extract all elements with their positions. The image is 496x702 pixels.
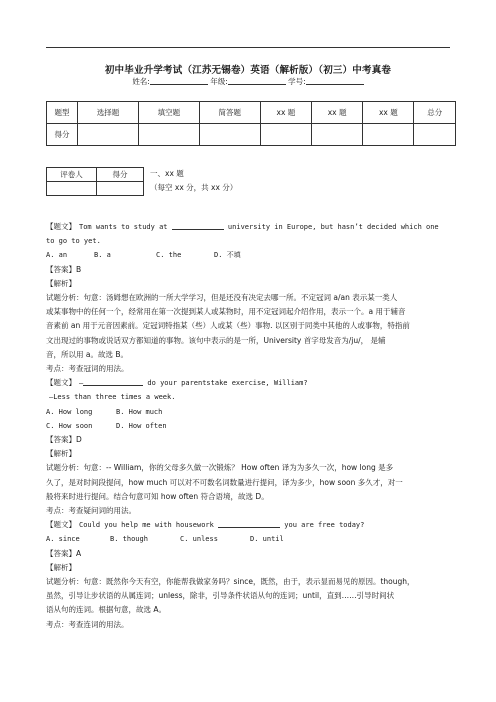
analysis-line: 般将来时进行提问。结合句意可知 how often 符合语境，故选 D。 xyxy=(46,491,269,501)
page-title: 初中毕业升学考试（江苏无锡卷）英语（解析版）（初三）中考真卷 xyxy=(104,65,392,76)
number-blank[interactable] xyxy=(306,76,364,85)
score-cell[interactable] xyxy=(363,124,414,146)
student-info-line xyxy=(0,76,496,87)
grade-blank[interactable] xyxy=(228,76,286,85)
number-label: 学号: xyxy=(288,77,306,86)
score-header-cell: xx 题 xyxy=(363,102,414,124)
option-c[interactable]: C. How soon xyxy=(46,421,93,430)
analysis-line: 音，所以用 a。故选 B。 xyxy=(46,349,129,359)
stem-text: —Less than three times a week. xyxy=(49,393,176,402)
score-header-cell: 题型 xyxy=(47,102,78,124)
analysis-line: 虽然，引导让步状语的从属连词；unless，除非，引导条件状语从句的连词；until，直到……引导时间状 xyxy=(46,591,395,601)
option-b[interactable]: B. a xyxy=(94,251,111,260)
analysis-line: 或某事物中的任何一个，经常用在第一次提到某人或某物时，用不定冠词起介绍作用，表示一个。a 用于辅音 xyxy=(46,307,406,317)
answer-blank[interactable] xyxy=(83,377,143,386)
option-list xyxy=(46,405,454,419)
stem-label: 【题文】 xyxy=(46,520,76,530)
point-text: 考点：考查冠词的用法。 xyxy=(46,364,129,374)
analysis-line: 试题分析：句意：-- William，你的父母多久做一次锻炼？ How often 译为为多久一次，how long 是多 xyxy=(46,463,394,473)
section-title: 一、xx 题 xyxy=(150,169,184,178)
score-header-cell: 填空题 xyxy=(138,102,199,124)
stem-text: Tom wants to study at xyxy=(79,223,172,231)
grader-score-label: 得分 xyxy=(97,168,144,182)
score-header-cell: 简答题 xyxy=(199,102,260,124)
grader-cell[interactable] xyxy=(47,182,97,196)
option-list xyxy=(46,532,454,546)
grader-table xyxy=(46,167,144,196)
option-c[interactable]: C. the xyxy=(156,251,182,260)
option-c[interactable]: C. unless xyxy=(180,535,218,544)
analysis-line: 试题分析：句意：既然你今天有空，你能帮我做家务吗？since，既然，由于，表示显而易见的原因。though， xyxy=(46,577,415,587)
score-cell[interactable] xyxy=(138,124,199,146)
question-stem xyxy=(46,376,454,390)
option-b[interactable]: B. How much xyxy=(116,407,163,416)
analysis-line: 久了，是对时间段提问，how much 可以对不可数名词数量进行提问，译为多少，how soon 多久才，对一 xyxy=(46,477,403,487)
answer-text: 【答案】A xyxy=(46,548,82,558)
analysis-line: 试题分析：句意：汤姆想在欧洲的一所大学学习，但是还没有决定去哪一所。不定冠词 a/an 表示某一类人 xyxy=(46,293,398,303)
question-stem xyxy=(46,220,454,234)
option-d[interactable]: D. 不填 xyxy=(214,251,241,260)
answer-blank[interactable] xyxy=(218,519,280,528)
option-list xyxy=(46,419,454,433)
name-blank[interactable] xyxy=(150,76,208,85)
stem-text: university in Europe, but hasn’t decided which one xyxy=(223,223,439,231)
answer-text: 【答案】B xyxy=(46,264,82,274)
option-a[interactable]: A. How long xyxy=(46,407,93,416)
stem-text: do your parentstake exercise, William? xyxy=(143,379,308,388)
analysis-line: 文出现过的事物或说话双方都知道的事物。该句中表示的是一所，University 首字母发音为/ju/， 是辅 xyxy=(46,335,386,345)
option-list xyxy=(46,248,454,262)
stem-text: Could you help me with housework xyxy=(79,521,219,530)
score-cell[interactable] xyxy=(312,124,363,146)
question-stem xyxy=(46,518,454,532)
score-header-cell: xx 题 xyxy=(260,102,311,124)
analysis-label: 【解析】 xyxy=(46,449,76,459)
name-label: 姓名: xyxy=(132,77,150,86)
grade-label: 年级: xyxy=(210,77,228,86)
option-d[interactable]: D. How often xyxy=(116,421,167,430)
score-cell[interactable] xyxy=(78,124,139,146)
point-text: 考点：考查疑问词的用法。 xyxy=(46,506,136,516)
header-rule xyxy=(46,47,450,48)
analysis-label: 【解析】 xyxy=(46,278,76,288)
score-table-score-row xyxy=(47,124,456,146)
point-text: 考点：考查连词的用法。 xyxy=(46,619,129,629)
score-header-cell: xx 题 xyxy=(312,102,363,124)
analysis-label: 【解析】 xyxy=(46,562,76,572)
grader-label: 评卷人 xyxy=(47,168,97,182)
analysis-line: 音素前 an 用于元音因素前。定冠词特指某（些）人或某（些）事物. 以区别于同类中其他的人或事物，特指前 xyxy=(46,321,410,331)
section-note: （每空 xx 分，共 xx 分） xyxy=(150,183,238,192)
answer-text: 【答案】D xyxy=(46,435,82,445)
score-table-header-row xyxy=(47,102,456,124)
stem-label: 【题文】 xyxy=(46,222,76,231)
stem-text: you are free today? xyxy=(280,521,365,530)
option-a[interactable]: A. an xyxy=(46,251,68,260)
score-table xyxy=(46,101,456,146)
option-a[interactable]: A. since xyxy=(46,535,80,544)
analysis-line: 语从句的连词。根据句意，故选 A。 xyxy=(46,605,167,615)
option-b[interactable]: B. though xyxy=(110,535,148,544)
score-cell[interactable] xyxy=(260,124,311,146)
score-cell[interactable] xyxy=(414,124,456,146)
score-header-cell: 选择题 xyxy=(78,102,139,124)
stem-text: — xyxy=(79,379,84,388)
option-d[interactable]: D. until xyxy=(250,535,284,544)
grader-score-cell[interactable] xyxy=(97,182,144,196)
stem-text: to go to yet. xyxy=(46,237,101,246)
score-cell[interactable] xyxy=(199,124,260,146)
stem-label: 【题文】 xyxy=(46,378,76,388)
score-header-cell: 总分 xyxy=(414,102,456,124)
score-row-label: 得分 xyxy=(47,124,78,146)
answer-blank[interactable] xyxy=(172,221,224,230)
question-body xyxy=(46,220,454,632)
